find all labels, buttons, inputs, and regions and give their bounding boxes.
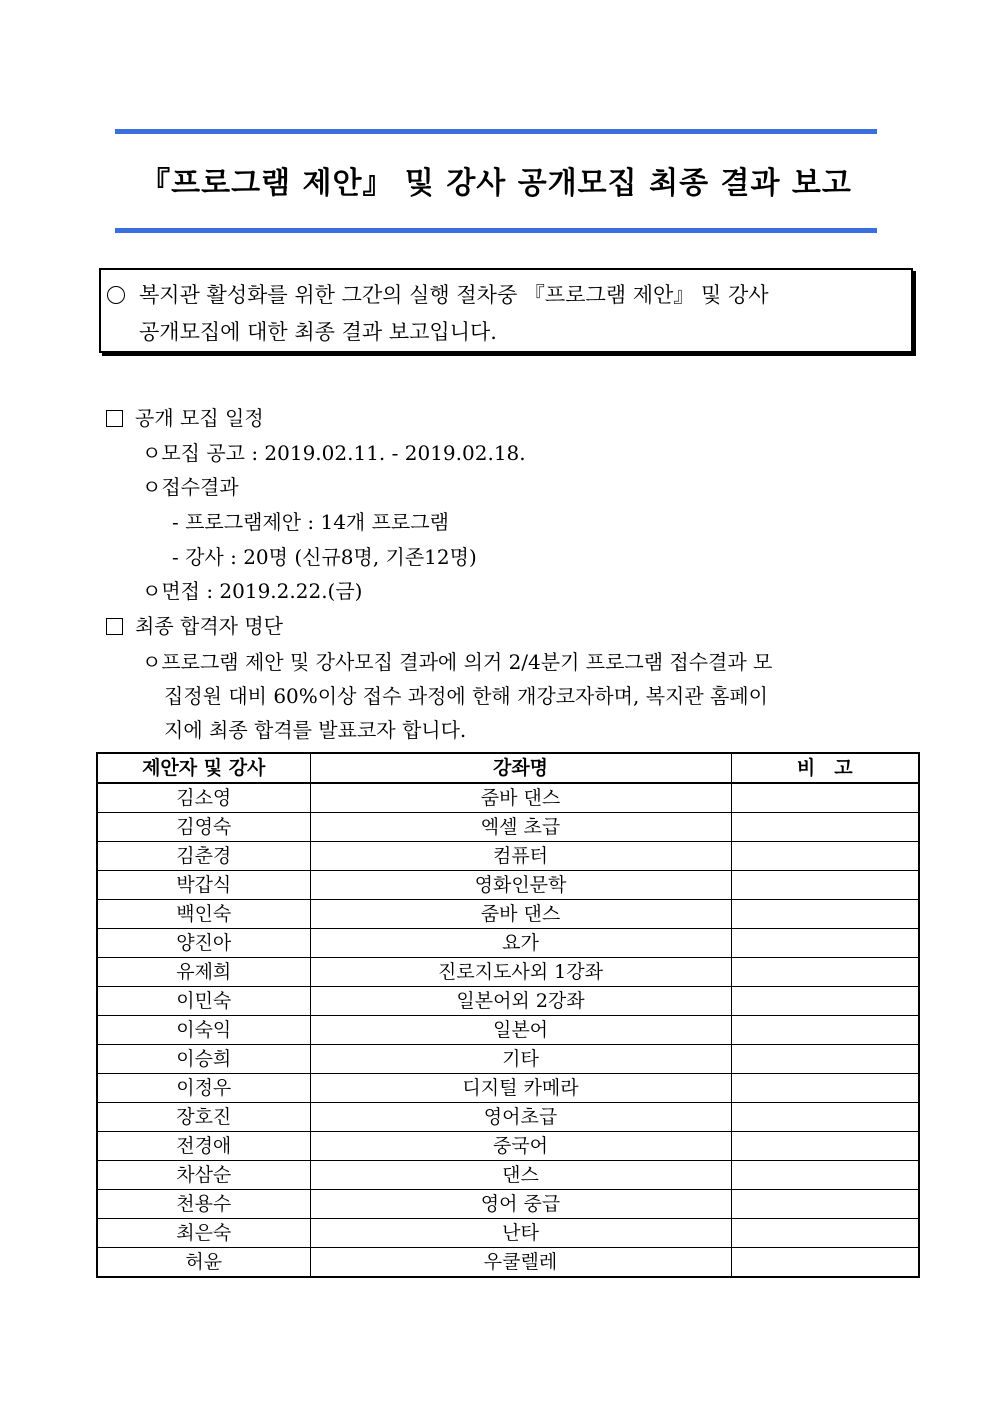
table-row — [97, 1016, 919, 1045]
table-row — [97, 813, 919, 842]
schedule-result-heading: ㅇ접수결과 — [142, 475, 239, 499]
course-cell: 엑셀 초급 — [310, 813, 731, 842]
table-row — [97, 1132, 919, 1161]
proposer-cell: 양진아 — [97, 929, 310, 958]
remarks-cell — [731, 1132, 919, 1161]
proposer-cell: 천용수 — [97, 1190, 310, 1219]
circle-bullet-icon — [107, 286, 125, 304]
table-header-row — [97, 753, 919, 783]
final-para-line-1: ㅇ프로그램 제안 및 강사모집 결과에 의거 2/4분기 프로그램 접수결과 모 — [142, 650, 773, 674]
course-cell: 진로지도사외 1강좌 — [310, 958, 731, 987]
remarks-cell — [731, 813, 919, 842]
proposer-cell: 허윤 — [97, 1248, 310, 1278]
table-row — [97, 987, 919, 1016]
final-heading — [106, 610, 283, 639]
proposer-cell: 김소영 — [97, 783, 310, 813]
checkbox-square-icon — [106, 410, 123, 427]
title-rule-top — [115, 129, 877, 134]
schedule-interview: ㅇ면접 : 2019.2.22.(금) — [142, 579, 363, 603]
table-row — [97, 958, 919, 987]
remarks-cell — [731, 842, 919, 871]
course-cell: 기타 — [310, 1045, 731, 1074]
table-row — [97, 842, 919, 871]
remarks-cell — [731, 1248, 919, 1278]
notice-text-1: 복지관 활성화를 위한 그간의 실행 절차중 『프로그램 제안』 및 강사 — [139, 283, 769, 307]
table-row — [97, 1219, 919, 1248]
course-cell: 줌바 댄스 — [310, 783, 731, 813]
remarks-cell — [731, 1219, 919, 1248]
finalists-table — [96, 752, 920, 1278]
course-cell: 우쿨렐레 — [310, 1248, 731, 1278]
table-row — [97, 1190, 919, 1219]
notice-line-1 — [107, 279, 769, 309]
notice-text-2: 공개모집에 대한 최종 결과 보고입니다. — [139, 320, 497, 344]
course-cell: 영화인문학 — [310, 871, 731, 900]
course-cell: 디지털 카메라 — [310, 1074, 731, 1103]
proposer-cell: 유제희 — [97, 958, 310, 987]
header-remarks: 비 고 — [731, 753, 919, 783]
course-cell: 일본어 — [310, 1016, 731, 1045]
header-course: 강좌명 — [310, 753, 731, 783]
schedule-heading-text: 공개 모집 일정 — [135, 406, 264, 430]
remarks-cell — [731, 958, 919, 987]
table-row — [97, 1161, 919, 1190]
proposer-cell: 박갑식 — [97, 871, 310, 900]
final-para-line-2: 집정원 대비 60%이상 접수 과정에 한해 개강코자하며, 복지관 홈페이 — [164, 684, 768, 708]
remarks-cell — [731, 1190, 919, 1219]
remarks-cell — [731, 929, 919, 958]
course-cell: 줌바 댄스 — [310, 900, 731, 929]
checkbox-square-icon — [106, 618, 123, 635]
remarks-cell — [731, 1016, 919, 1045]
proposer-cell: 이민숙 — [97, 987, 310, 1016]
table-row — [97, 1074, 919, 1103]
remarks-cell — [731, 1045, 919, 1074]
proposer-cell: 이승희 — [97, 1045, 310, 1074]
remarks-cell — [731, 871, 919, 900]
proposer-cell: 장호진 — [97, 1103, 310, 1132]
schedule-announce: ㅇ모집 공고 : 2019.02.11. - 2019.02.18. — [142, 441, 526, 465]
remarks-cell — [731, 900, 919, 929]
proposer-cell: 이숙익 — [97, 1016, 310, 1045]
schedule-heading — [106, 402, 264, 431]
remarks-cell — [731, 987, 919, 1016]
table-row — [97, 900, 919, 929]
schedule-result-instructor: - 강사 : 20명 (신규8명, 기존12명) — [172, 545, 477, 569]
notice-box — [99, 268, 913, 353]
proposer-cell: 전경애 — [97, 1132, 310, 1161]
proposer-cell: 백인숙 — [97, 900, 310, 929]
table-row — [97, 1045, 919, 1074]
remarks-cell — [731, 783, 919, 813]
proposer-cell: 이정우 — [97, 1074, 310, 1103]
course-cell: 일본어외 2강좌 — [310, 987, 731, 1016]
course-cell: 요가 — [310, 929, 731, 958]
course-cell: 컴퓨터 — [310, 842, 731, 871]
header-proposer: 제안자 및 강사 — [97, 753, 310, 783]
course-cell: 댄스 — [310, 1161, 731, 1190]
course-cell: 난타 — [310, 1219, 731, 1248]
document-title: 『프로그램 제안』 및 강사 공개모집 최종 결과 보고 — [140, 166, 852, 201]
proposer-cell: 김춘경 — [97, 842, 310, 871]
table-row — [97, 1248, 919, 1278]
final-heading-text: 최종 합격자 명단 — [135, 614, 283, 638]
final-para-line-3: 지에 최종 합격를 발표코자 합니다. — [164, 718, 467, 742]
remarks-cell — [731, 1074, 919, 1103]
course-cell: 중국어 — [310, 1132, 731, 1161]
table-row — [97, 1103, 919, 1132]
title-rule-bottom — [115, 228, 877, 233]
proposer-cell: 차삼순 — [97, 1161, 310, 1190]
course-cell: 영어초급 — [310, 1103, 731, 1132]
proposer-cell: 최은숙 — [97, 1219, 310, 1248]
remarks-cell — [731, 1103, 919, 1132]
proposer-cell: 김영숙 — [97, 813, 310, 842]
table-row — [97, 929, 919, 958]
table-row — [97, 871, 919, 900]
remarks-cell — [731, 1161, 919, 1190]
course-cell: 영어 중급 — [310, 1190, 731, 1219]
schedule-result-program: - 프로그램제안 : 14개 프로그램 — [172, 510, 449, 534]
table-row — [97, 783, 919, 813]
